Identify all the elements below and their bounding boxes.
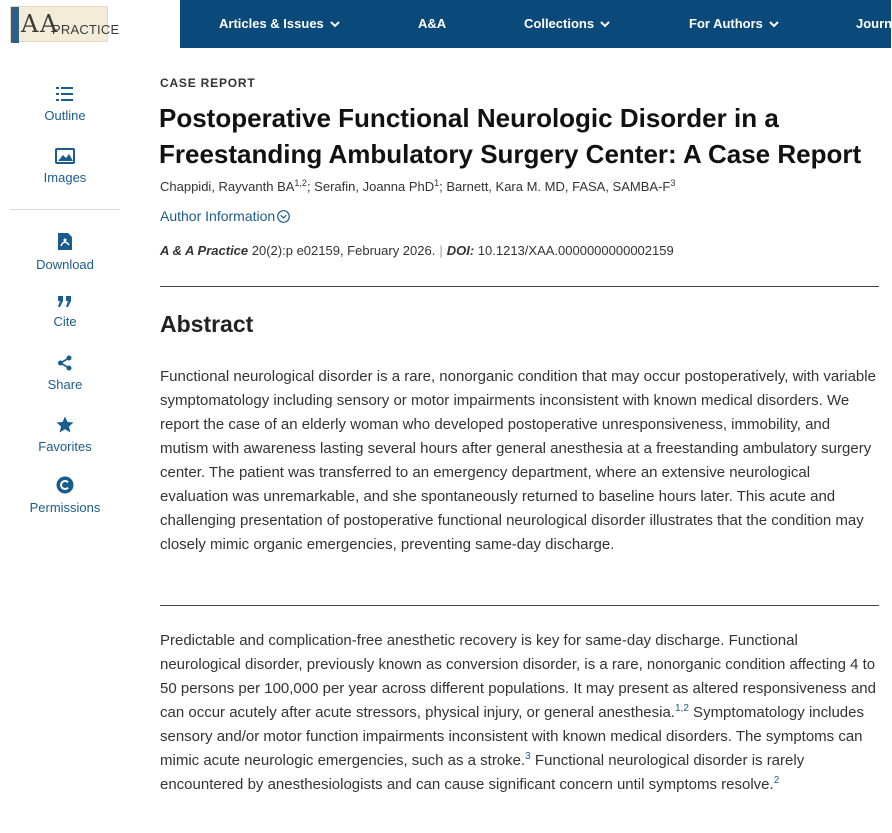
logo-badge xyxy=(10,6,120,42)
reference-link[interactable]: 2 xyxy=(773,775,780,786)
sidebar-item-label: Images xyxy=(43,170,87,185)
author-name[interactable]: Serafin, Joanna PhD xyxy=(314,179,435,194)
sidebar-outline[interactable] xyxy=(10,86,120,123)
reference-link[interactable]: 1,2 xyxy=(674,703,689,714)
chevron-circle-down-icon xyxy=(277,210,290,223)
sidebar-item-label: Permissions xyxy=(29,500,101,515)
author-separator: ; xyxy=(306,179,315,194)
nav-for-authors[interactable] xyxy=(689,0,779,48)
top-nav-bar xyxy=(0,0,891,48)
sidebar-item-label: Outline xyxy=(44,108,86,123)
nav-label: Collections xyxy=(524,16,595,31)
chevron-down-icon xyxy=(600,21,610,28)
sidebar-cite[interactable] xyxy=(10,296,120,329)
image-icon xyxy=(55,148,75,164)
nav-label: For Authors xyxy=(689,16,763,31)
sidebar-item-label: Share xyxy=(47,377,83,392)
article-title: Postoperative Functional Neurologic Disorder in a Freestanding Ambulatory Surgery Center: A Case Report xyxy=(159,103,862,169)
nav-articles-issues[interactable] xyxy=(219,0,340,48)
body-text: Functional neurological disorder is rarely encountered by anesthesiologists and can cause significant concern until symptoms resolve. xyxy=(160,752,805,793)
chevron-down-icon xyxy=(769,21,779,28)
doi-label: DOI: xyxy=(446,243,475,258)
sidebar-favorites[interactable] xyxy=(10,416,120,454)
author-name[interactable]: Chappidi, Rayvanth BA xyxy=(160,179,295,194)
article-type: CASE REPORT xyxy=(160,76,256,90)
journal-name: A & A Practice xyxy=(160,243,249,258)
body-text: Symptomatology includes sensory and/or motor function impairments inconsistent with known medical disorders. The symptoms can mimic acute neurologic emergencies, such as a stroke. xyxy=(160,704,864,769)
author-affiliation: 3 xyxy=(670,178,676,188)
sidebar-divider xyxy=(10,209,120,210)
logo-mark: A A xyxy=(21,10,55,38)
sidebar-images[interactable] xyxy=(10,148,120,185)
sidebar-share[interactable] xyxy=(10,355,120,392)
volume-issue: 20(2):p e02159, February 2026. xyxy=(248,243,436,258)
author-information-toggle[interactable] xyxy=(160,208,290,224)
nav-collections[interactable] xyxy=(524,0,610,48)
list-icon xyxy=(56,86,74,102)
nav-label: Articles & Issues xyxy=(219,16,324,31)
citation-separator: | xyxy=(439,243,443,258)
star-icon xyxy=(56,416,74,433)
section-divider xyxy=(160,286,879,287)
site-logo[interactable] xyxy=(0,0,180,48)
nav-label: A&A xyxy=(418,16,447,31)
author-affiliation: 1 xyxy=(434,178,440,188)
logo-text: PRACTICE xyxy=(52,22,120,37)
pdf-icon xyxy=(57,232,73,251)
sidebar-download[interactable] xyxy=(10,232,120,272)
chevron-down-icon xyxy=(330,21,340,28)
sidebar-item-label: Favorites xyxy=(38,439,92,454)
author-list xyxy=(160,178,675,194)
sidebar-permissions[interactable] xyxy=(10,476,120,515)
copyright-icon xyxy=(56,476,74,494)
author-affiliation: 1,2 xyxy=(294,178,307,188)
body-text: Predictable and complication-free anesthetic recovery is key for same-day discharge. Functional neurological disorder, previously known as conversion disorder, is a rare, nonorganic condition affecting 4 to 50 persons per 100,000 per year across different populations. It may present as altered responsiveness and can occur acutely after acute stressors, physical injury, or general anesthesia. xyxy=(160,632,876,721)
sidebar-item-label: Download xyxy=(36,257,94,272)
reference-link[interactable]: 3 xyxy=(525,751,531,762)
sidebar-item-label: Cite xyxy=(53,314,77,329)
quote-icon xyxy=(57,296,73,308)
nav-aa[interactable] xyxy=(418,0,446,48)
share-icon xyxy=(57,355,73,371)
author-information-label: Author Information xyxy=(160,208,276,224)
citation-line xyxy=(160,243,674,258)
author-separator: ; xyxy=(439,179,447,194)
doi-value: 10.1213/XAA.0000000000002159 xyxy=(474,243,674,258)
section-divider xyxy=(160,605,879,606)
abstract-heading: Abstract xyxy=(160,311,254,337)
abstract-text: Functional neurological disorder is a rare, nonorganic condition that may occur postoperatively, with variable symptomatology including sensory or motor impairments inconsistent with known medical disorders. We report the case of an elderly woman who developed postoperative unresponsiveness, immobility, and mutism with awareness lasting several hours after general anesthesia at a freestanding ambulatory surgery center. The patient was transferred to an emergency department, where an extensive neurological evaluation was unremarkable, and she spontaneously returned to baseline hours later. This acute and challenging presentation of postoperative functional neurological disorder illustrates that the condition may closely mimic organic emergencies, preventing same-day discharge. xyxy=(160,368,876,553)
body-paragraph xyxy=(160,629,882,797)
nav-journal[interactable] xyxy=(856,0,892,48)
author-name[interactable]: Barnett, Kara M. MD, FASA, SAMBA-F xyxy=(446,179,671,194)
logo-strip xyxy=(11,7,19,43)
nav-label: Journ xyxy=(856,16,892,31)
